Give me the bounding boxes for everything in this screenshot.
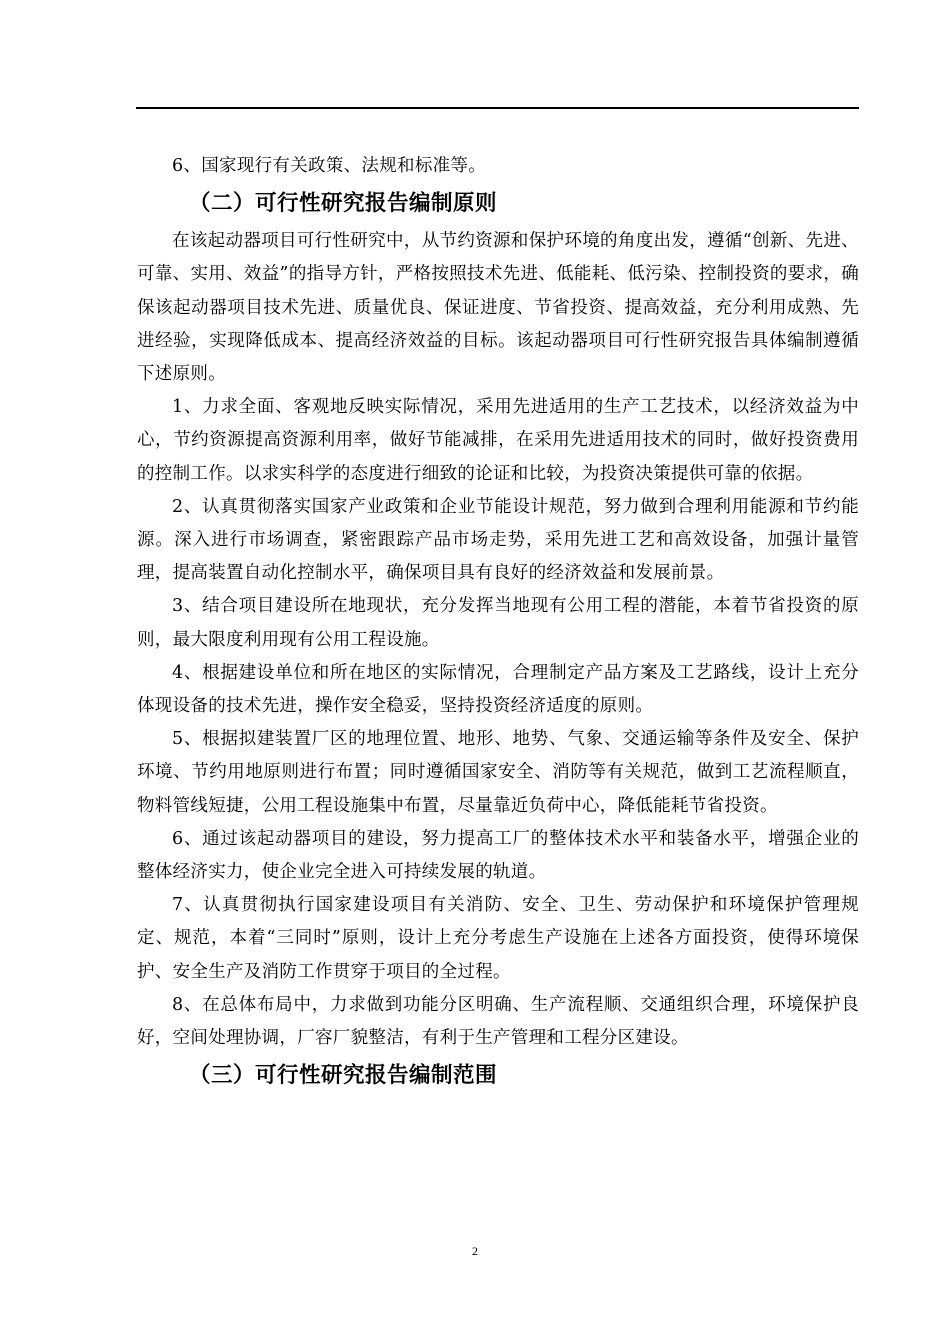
principle-7: 7、认真贯彻执行国家建设项目有关消防、安全、卫生、劳动保护和环境保护管理规定、规范，本着“三同时”原则，设计上充分考虑生产设施在上述各方面投资，使得环境保护、安全生产及消防工作贯穿于项目的全过程。 <box>137 895 859 982</box>
page-body <box>137 150 859 1097</box>
page-number: 2 <box>472 1244 478 1258</box>
principle-6: 6、通过该起动器项目的建设，努力提高工厂的整体技术水平和装备水平，增强企业的整体经济实力，使企业完全进入可持续发展的轨道。 <box>137 828 859 883</box>
principle-2: 2、认真贯彻落实国家产业政策和企业节能设计规范，努力做到合理利用能源和节约能源。深入进行市场调查，紧密跟踪产品市场走势，采用先进工艺和高效设备，加强计量管理，提高装置自动化控制水平，确保项目具有良好的经济效益和发展前景。 <box>137 496 859 584</box>
section-2-heading: （二）可行性研究报告编制原则 <box>189 191 498 217</box>
principle-8: 8、在总体布局中，力求做到功能分区明确、生产流程顺、交通组织合理，环境保护良好，空间处理协调，厂容厂貌整洁，有利于生产管理和工程分区建设。 <box>137 994 859 1049</box>
principle-5: 5、根据拟建装置厂区的地理位置、地形、地势、气象、交通运输等条件及安全、保护环境、节约用地原则进行布置；同时遵循国家安全、消防等有关规范，做到工艺流程顺直，物料管线短捷，公用工程设施集中布置，尽量靠近负荷中心，降低能耗节省投资。 <box>137 729 859 816</box>
principle-3: 3、结合项目建设所在地现状，充分发挥当地现有公用工程的潜能，本着节省投资的原则，最大限度利用现有公用工程设施。 <box>137 596 859 650</box>
paragraph-intro: 在该起动器项目可行性研究中，从节约资源和保护环境的角度出发，遵循“创新、先进、可靠、实用、效益”的指导方针，严格按照技术先进、低能耗、低污染、控制投资的要求，确保该起动器项目技术先进、质量优良、保证进度、节省投资、提高效益，充分利用成熟、先进经验，实现降低成本、提高经济效益的目标。该起动器项目可行性研究报告具体编制遵循下述原则。 <box>137 231 859 385</box>
intro-line: 6、国家现行有关政策、法规和标准等。 <box>172 156 487 176</box>
principle-1: 1、力求全面、客观地反映实际情况，采用先进适用的生产工艺技术，以经济效益为中心，节约资源提高资源利用率，做好节能减排，在采用先进适用技术的同时，做好投资费用的控制工作。以求实科学的态度进行细致的论证和比较，为投资决策提供可靠的依据。 <box>137 397 859 484</box>
section-3-heading: （三）可行性研究报告编制范围 <box>189 1063 498 1089</box>
principle-4: 4、根据建设单位和所在地区的实际情况，合理制定产品方案及工艺路线，设计上充分体现设备的技术先进，操作安全稳妥，坚持投资经济适度的原则。 <box>137 662 859 717</box>
header-rule <box>136 107 859 109</box>
